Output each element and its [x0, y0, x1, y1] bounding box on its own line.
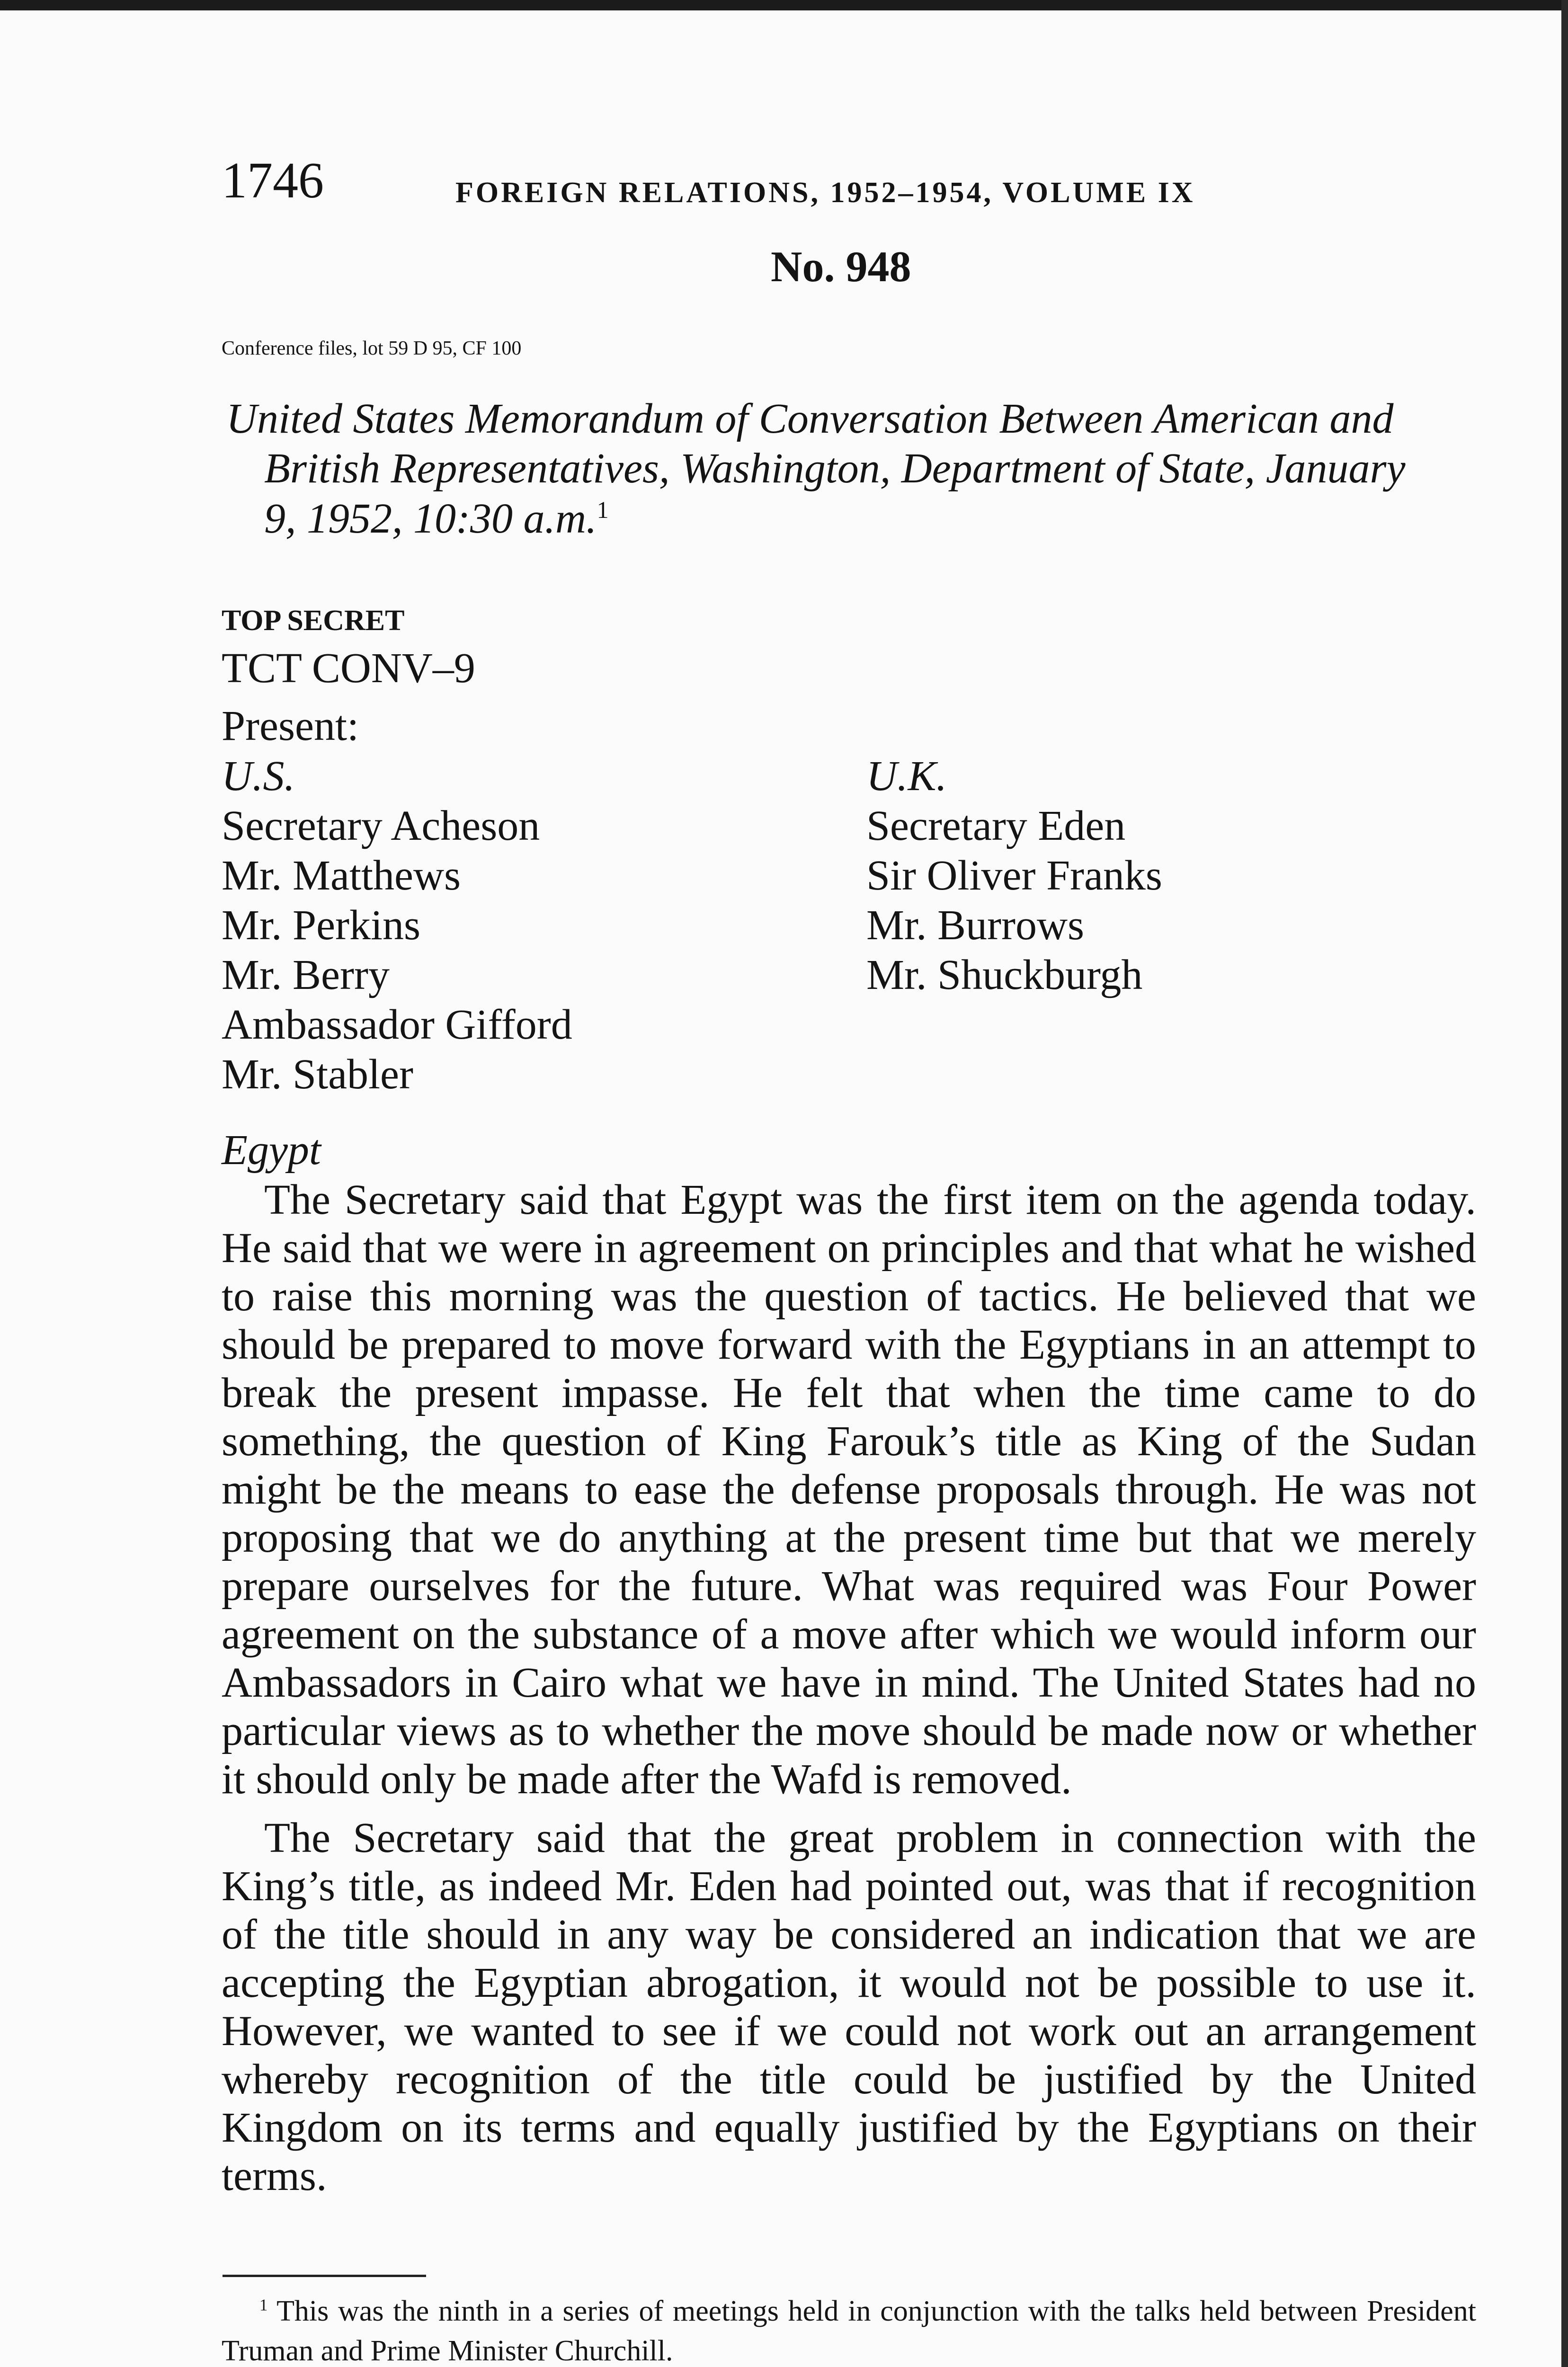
page-number: 1746	[222, 152, 324, 209]
participant-name: Secretary Eden	[866, 802, 1126, 849]
title-line-3: 9, 1952, 10:30 a.m.	[264, 495, 597, 542]
participant-name: Mr. Matthews	[222, 852, 461, 899]
footnote-rule	[223, 2275, 426, 2277]
body-paragraph: The Secretary said that the great problem in connection with the King’s title, as indeed Mr. Eden had pointed out, was that if recognition of the title should in any way be considered an indication that we are accepting the Egyptian abrogation, it would not be possible to use it. However, we wanted to see if we could not work out an arrangement whereby recognition of the title could be justified by the United Kingdom on its terms and equally justified by the Egyptians on their terms.	[222, 1815, 1476, 2199]
participant-name: Mr. Shuckburgh	[866, 952, 1143, 998]
footnote-marker: 1	[259, 2296, 268, 2314]
participant-name: Sir Oliver Franks	[866, 852, 1162, 899]
us-heading: U.S.	[222, 753, 295, 800]
section-heading: Egypt	[222, 1127, 321, 1174]
participant-name: Secretary Acheson	[222, 802, 540, 849]
body-text	[222, 1176, 1476, 2211]
conversation-id: TCT CONV–9	[222, 645, 475, 692]
participant-name: Ambassador Gifford	[222, 1001, 572, 1048]
classification: TOP SECRET	[222, 605, 405, 637]
running-head: FOREIGN RELATIONS, 1952–1954, VOLUME IX	[455, 177, 1195, 209]
participant-name: Mr. Berry	[222, 952, 390, 998]
uk-heading: U.K.	[866, 753, 947, 800]
title-line-2: British Representatives, Washington, Department of State, January	[264, 445, 1406, 492]
body-paragraph: The Secretary said that Egypt was the first item on the agenda today. He said that we were in agreement on principles and that what he wished to raise this morning was the question of tactics. He believed that we should be prepared to move forward with the Egyptians in an attempt to break the present impasse. He felt that when the time came to do something, the question of King Farouk’s title as King of the Sudan might be the means to ease the defense proposals through. He was not proposing that we do anything at the present time but that we merely prepare ourselves for the future. What was required was Four Power agreement on the substance of a move after which we would inform our Ambassadors in Cairo what we have in mind. The United States had no particular views as to whether the move should be made now or whether it should only be made after the Wafd is removed.	[222, 1176, 1476, 1803]
participant-name: Mr. Burrows	[866, 902, 1085, 949]
us-participants	[222, 751, 837, 1099]
scan-top-edge	[0, 0, 1568, 10]
title-line-1: United States Memorandum of Conversation Between American and	[226, 395, 1394, 442]
participant-name: Mr. Perkins	[222, 902, 421, 949]
title-footnote-ref: 1	[597, 496, 609, 523]
source-note: Conference files, lot 59 D 95, CF 100	[222, 338, 522, 359]
scan-right-edge	[1561, 0, 1568, 2367]
uk-participants	[866, 751, 1482, 1000]
footnote-text: This was the ninth in a series of meetings held in conjunction with the talks held between President Truman and Prime Minister Churchill.	[222, 2295, 1476, 2367]
document-number: No. 948	[771, 242, 911, 291]
footnote	[222, 2291, 1476, 2367]
document-title	[226, 394, 1486, 543]
present-label: Present:	[222, 703, 359, 749]
participant-name: Mr. Stabler	[222, 1051, 413, 1098]
